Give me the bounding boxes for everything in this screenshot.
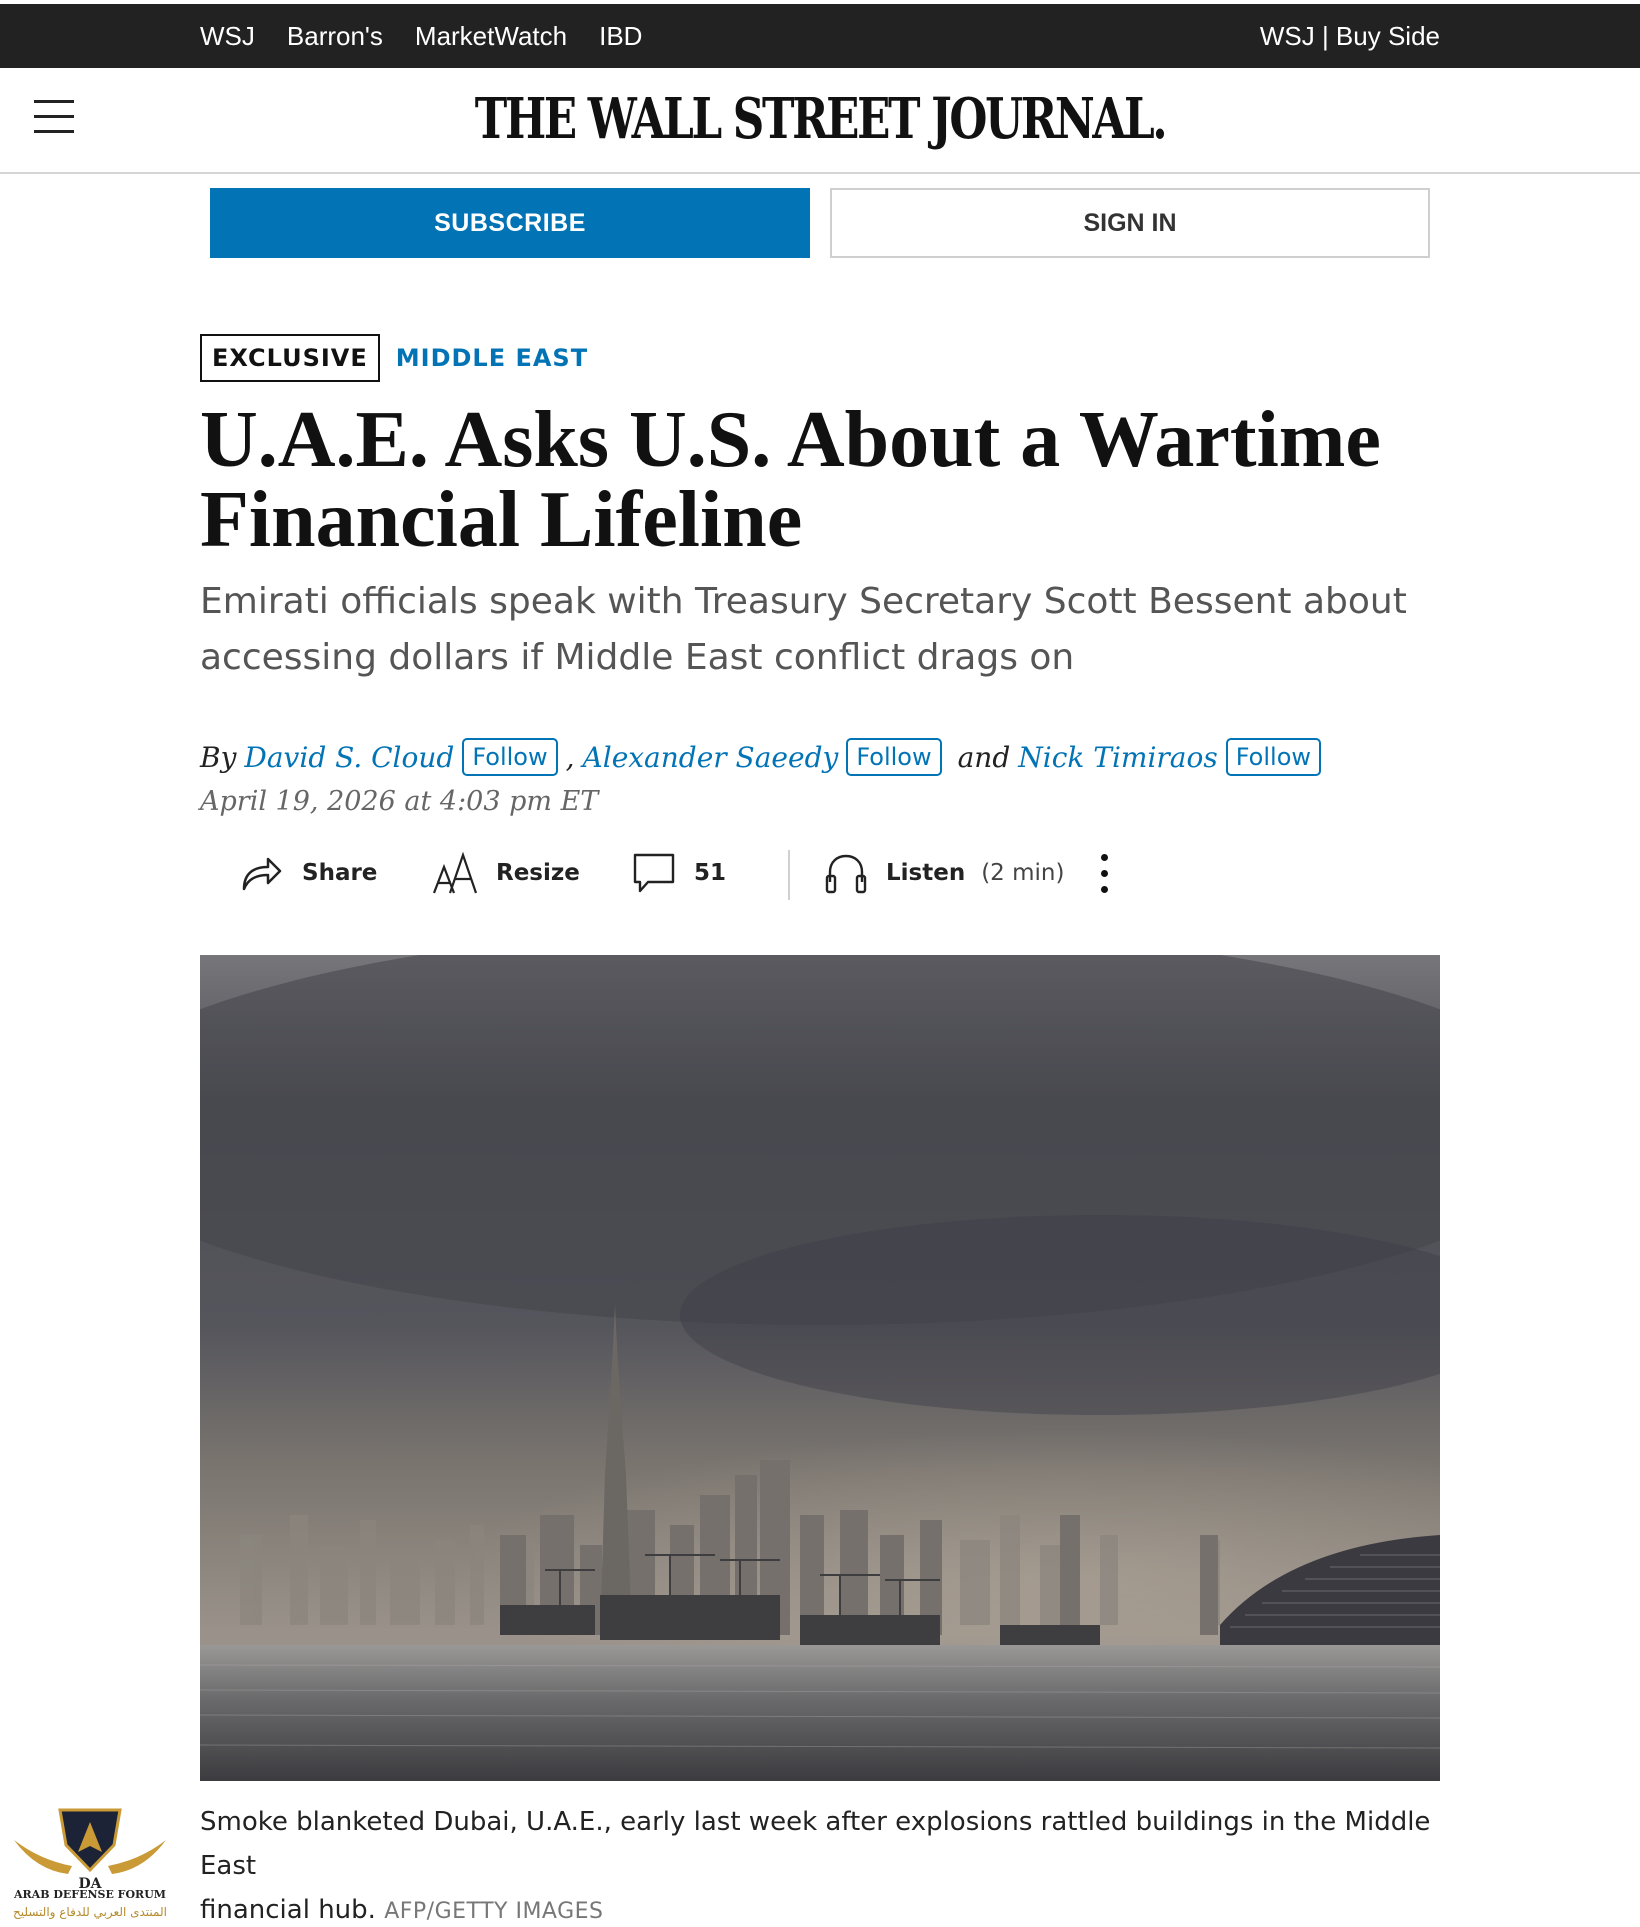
listen-label: Listen <box>886 860 966 886</box>
photo-caption <box>200 1800 1440 1927</box>
share-button[interactable] <box>240 846 377 900</box>
article-flags <box>200 334 588 382</box>
byline <box>200 736 1321 778</box>
hero-photo <box>200 955 1440 1781</box>
caption-line-2: financial hub. <box>200 1895 376 1925</box>
masthead <box>0 68 1640 174</box>
headline-line-2: Financial Lifeline <box>200 476 803 564</box>
share-icon <box>240 853 284 893</box>
watermark-arabic: المنتدى العربي للدفاع والتسليح <box>13 1905 167 1919</box>
author-link-1[interactable]: David S. Cloud <box>244 740 455 774</box>
site-logo[interactable]: THE WALL STREET JOURNAL. <box>474 86 1166 152</box>
headline-line-1: U.A.E. Asks U.S. About a Wartime <box>200 396 1381 484</box>
eagle-shield-icon <box>10 1800 170 1890</box>
watermark-english: ARAB DEFENSE FORUM <box>14 1888 166 1901</box>
follow-button-3[interactable]: Follow <box>1226 738 1321 776</box>
listen-duration: (2 min) <box>981 860 1065 886</box>
toolbar-divider <box>788 850 790 900</box>
listen-button[interactable] <box>824 846 1064 900</box>
comments-count: 51 <box>694 860 727 886</box>
byline-and: and <box>957 740 1011 774</box>
section-link[interactable]: MIDDLE EAST <box>395 344 589 372</box>
dek-line-2: accessing dollars if Middle East conflict drags on <box>200 637 1075 678</box>
comment-icon <box>632 852 676 894</box>
follow-button-1[interactable]: Follow <box>462 738 557 776</box>
follow-button-2[interactable]: Follow <box>846 738 941 776</box>
dek-line-1: Emirati officials speak with Treasury Secretary Scott Bessent about <box>200 581 1407 622</box>
network-link-wsj[interactable]: WSJ <box>200 20 255 51</box>
byline-by: By <box>200 740 237 774</box>
comments-button[interactable] <box>632 846 726 900</box>
resize-button[interactable] <box>432 846 580 900</box>
author-link-3[interactable]: Nick Timiraos <box>1018 740 1218 774</box>
resize-text-icon <box>432 851 478 895</box>
photo-credit: AFP/GETTY IMAGES <box>384 1899 604 1924</box>
more-options-icon[interactable] <box>1098 852 1112 896</box>
network-link-barrons[interactable]: Barron's <box>286 20 383 51</box>
article-tools <box>240 846 1120 900</box>
publish-date: April 19, 2026 at 4:03 pm ET <box>200 786 599 817</box>
share-label: Share <box>302 860 378 886</box>
network-link-buy-side[interactable]: WSJ | Buy Side <box>1259 20 1440 51</box>
network-bar <box>0 4 1640 68</box>
author-link-2[interactable]: Alexander Saeedy <box>582 740 839 774</box>
resize-label: Resize <box>496 860 580 886</box>
byline-separator: , <box>565 740 575 774</box>
sign-in-button[interactable]: SIGN IN <box>830 188 1430 258</box>
caption-line-1: Smoke blanketed Dubai, U.A.E., early last week after explosions rattled buildings in the Middle East <box>200 1807 1431 1881</box>
watermark-initials: DA <box>78 1876 102 1890</box>
headline <box>200 396 1450 564</box>
subscribe-button[interactable]: SUBSCRIBE <box>210 188 810 258</box>
dek <box>200 574 1450 686</box>
dubai-skyline-image <box>200 955 1440 1781</box>
network-links <box>200 4 642 68</box>
exclusive-flag: EXCLUSIVE <box>200 334 380 382</box>
network-link-ibd[interactable]: IBD <box>599 20 643 51</box>
headphones-icon <box>824 852 868 894</box>
network-link-marketwatch[interactable]: MarketWatch <box>414 20 568 51</box>
menu-icon[interactable] <box>34 100 74 134</box>
